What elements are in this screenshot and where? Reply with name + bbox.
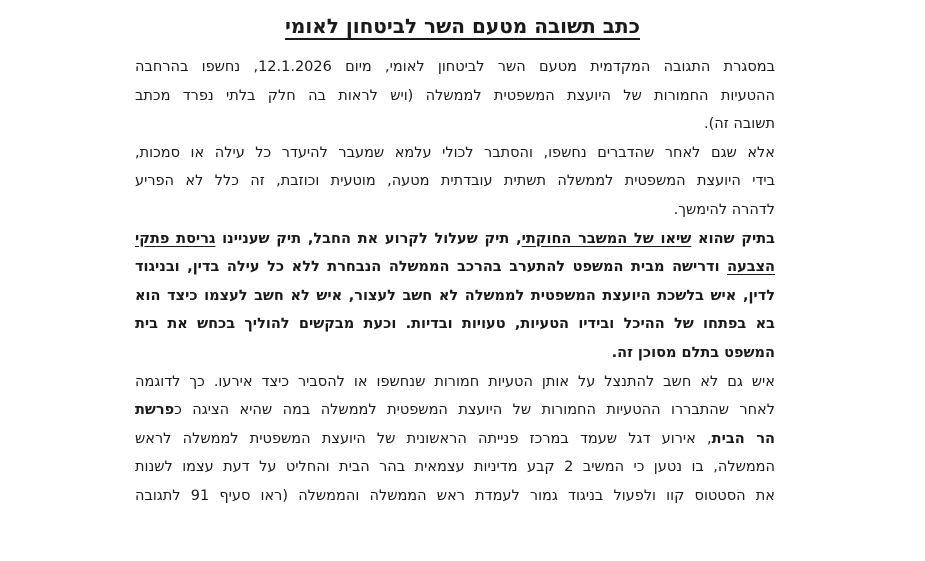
paragraph-line: לדהרה להימשך. [673, 201, 775, 218]
paragraph-2 [135, 139, 775, 225]
paragraph-line [135, 339, 775, 368]
bold-text: הר הבית [711, 430, 776, 447]
underlined-bold-text: שיאו של המשבר החוקתי [521, 230, 692, 247]
bold-text: , תיק שעלול לקרוע את החבל, תיק שעניינו [215, 230, 522, 247]
paragraph-line: תשובה זה). [704, 116, 775, 133]
paragraph-line [135, 225, 775, 254]
bold-text: ודרישה מבית המשפט להתערב בהרכב הממשלה הנבחרת ללא כל עילה בדין, ובניגוד [135, 259, 728, 276]
paragraph-1 [135, 53, 775, 139]
paragraph-line: איש גם לא חשב להתנצל על אותן הטעיות חמורות שנחשפו או להסביר כיצד אירעו. כך לדוגמה [135, 373, 775, 390]
paragraph-4 [135, 368, 775, 511]
paragraph-line: ההטעיות החמורות של היועצת המשפטית לממשלה (ויש לראות בה חלק בלתי נפרד מכתב [135, 87, 775, 104]
paragraph-line: אלא שגם לאחר שהדברים נחשפו, והסתבר לכולי עלמא שמעבר להיעדר כל עילה או סמכות, [135, 144, 775, 161]
paragraph-line [135, 310, 775, 339]
bold-text: בא בפתחו של ההיכל ובידיו הטעיות, טעויות ובדיות. וכעת מבקשים להוליך בכחש את בית [135, 316, 775, 333]
paragraph-3 [135, 225, 775, 368]
paragraph-line: בידי היועצת המשפטית לממשלה תשתית עובדתית מטעה, מוטעית וכוזבת, זה כלל לא הפריע [135, 173, 775, 190]
underlined-bold-text: גריסת פתקי [135, 230, 216, 247]
paragraph-line [135, 396, 775, 425]
bold-text: פרשת [135, 402, 175, 419]
paragraph-line: את הסטטוס קוו ולפעול בניגוד גמור לעמדת ראש הממשלה והממשלה (ראו סעיף 91 לתגובה [135, 487, 775, 504]
paragraph-text: לאחר שהתבררו ההטעיות החמורות של היועצת המשפטית לממשלה במה שהיא הציגה כ [174, 402, 775, 419]
bold-text: לדין, איש בלשכת היועצת המשפטית לממשלה לא חשב לעצור, איש לא חשב לעצמו כיצד הוא [135, 287, 775, 304]
paragraph-line [135, 425, 775, 454]
underlined-bold-text: הצבעה [727, 259, 775, 276]
paragraph-text: , אירוע דגל שעמד במרכז פנייתה הראשונית של היועצת המשפטית לממשלה לראש [135, 430, 712, 447]
paragraph-line [135, 282, 775, 311]
paragraph-line [135, 253, 775, 282]
paragraph-line: במסגרת התגובה המקדמית מטעם השר לביטחון לאומי, מיום 12.1.2026, נחשפו בהרחבה [135, 59, 775, 75]
bold-text: בתיק שהוא [691, 230, 776, 247]
document-title: כתב תשובה מטעם השר לביטחון לאומי [284, 14, 640, 38]
paragraph-line: הממשלה, בו נטען כי המשיב 2 קבע מדיניות עצמאית בהר הבית והחליט על דעת עצמו לשנות [135, 459, 776, 476]
document-body [135, 53, 775, 511]
bold-text: המשפט בתלם מסוכן זה. [611, 344, 775, 361]
